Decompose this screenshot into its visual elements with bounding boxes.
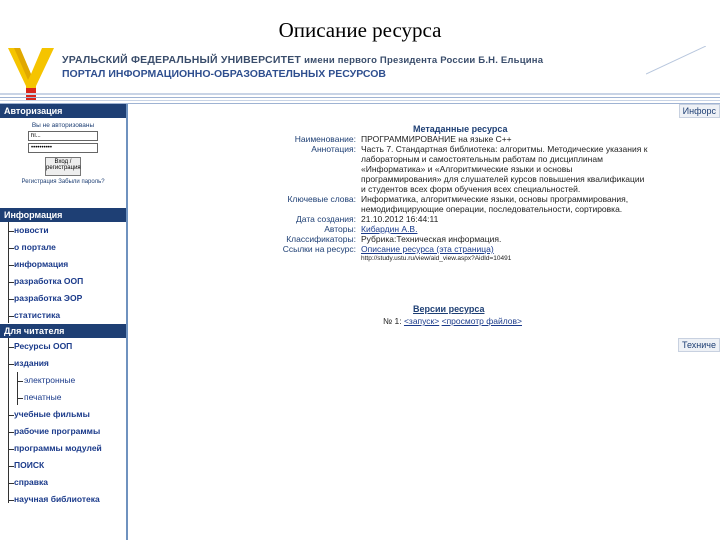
sidebar — [0, 104, 128, 540]
menu-item-films[interactable]: учебные фильмы — [0, 406, 126, 423]
version-entry: № 1: <запуск> <просмотр файлов> — [383, 316, 522, 326]
resource-description-link[interactable]: Описание ресурса (эта страница) — [361, 244, 494, 254]
info-menu — [0, 222, 126, 324]
menu-item-news[interactable]: новости — [0, 222, 126, 239]
password-input[interactable] — [28, 143, 98, 153]
meta-row-keywords: Ключевые слова: Информатика, алгоритмические языки, основы программирования, немодифицирующие операции, последовательности, сортировка. — [287, 194, 629, 214]
meta-row-authors: Авторы: Кибардин А.В. — [128, 224, 688, 234]
meta-row-classifiers: Классификаторы: Рубрика:Техническая информация. — [286, 234, 502, 244]
meta-row-annotation: Аннотация: Часть 7. Стандартная библиотека: алгоритмы. Методические указания к лабораторным и самостоятельным работам по дисциплинам «Информатика» и «Алгоритмические языки и основы программирования» для слушателей курсов повышения квалификации и студентов всех форм обучения всех специальностей. — [311, 144, 648, 194]
launch-link[interactable]: <запуск> — [403, 316, 440, 326]
menu-item-statistics[interactable]: статистика — [0, 307, 126, 324]
menu-item-library[interactable]: научная библиотека — [0, 491, 126, 508]
menu-item-oop-development[interactable]: разработка ООП — [0, 273, 126, 290]
menu-item-publications[interactable]: издания — [0, 355, 126, 372]
university-name: УРАЛЬСКИЙ ФЕДЕРАЛЬНЫЙ УНИВЕРСИТЕТ имени первого Президента России Б.Н. Ельцина — [62, 54, 544, 66]
versions-title: Версии ресурса — [413, 304, 485, 314]
login-input[interactable] — [28, 131, 98, 141]
auth-prompt: Вы не авторизованы — [31, 122, 95, 129]
menu-item-electronic[interactable]: электронные — [0, 372, 126, 389]
menu-item-oop-resources[interactable]: Ресурсы ООП — [0, 338, 126, 355]
auth-panel — [0, 118, 126, 208]
slide-title: Описание ресурса — [278, 18, 442, 42]
portal-name: ПОРТАЛ ИНФОРМАЦИОННО-ОБРАЗОВАТЕЛЬНЫХ РЕСУРСОВ — [62, 68, 387, 80]
menu-item-module-programs[interactable]: программы модулей — [0, 440, 126, 457]
login-button[interactable]: Вход / регистрация — [45, 157, 81, 176]
resource-url[interactable]: http://study.ustu.ru/view/aid_view.aspx?AidId=10491 — [361, 255, 512, 262]
main-content — [128, 104, 688, 540]
menu-item-work-programs[interactable]: рабочие программы — [0, 423, 126, 440]
right-panel-info[interactable]: Инфорс — [679, 104, 720, 118]
portal-header — [0, 46, 720, 104]
auth-header: Авторизация — [0, 104, 126, 118]
header-decoration — [646, 46, 706, 76]
view-files-link[interactable]: <просмотр файлов> — [441, 316, 522, 326]
meta-row-name: Наименование: ПРОГРАММИРОВАНИЕ на языке С++ — [294, 134, 512, 144]
metadata-table — [128, 134, 688, 264]
menu-item-help[interactable]: справка — [0, 474, 126, 491]
menu-item-information[interactable]: информация — [0, 256, 126, 273]
register-link[interactable]: Регистрация Забыли пароль? — [21, 179, 105, 185]
menu-item-search[interactable]: ПОИСК — [0, 457, 126, 474]
menu-item-about[interactable]: о портале — [0, 239, 126, 256]
meta-row-links: Ссылки на ресурс: Описание ресурса (эта страница) — [128, 244, 688, 254]
author-link[interactable]: Кибардин А.В. — [361, 224, 418, 234]
reader-menu — [0, 338, 126, 508]
right-panel-tech[interactable]: Техниче — [678, 338, 720, 352]
meta-row-date: Дата создания: 21.10.2012 16:44:11 — [296, 214, 439, 224]
metadata-title: Метаданные ресурса — [413, 124, 508, 134]
reader-header: Для читателя — [0, 324, 126, 338]
meta-row-url — [128, 254, 688, 264]
info-header: Информация — [0, 208, 126, 222]
menu-item-eor-development[interactable]: разработка ЭОР — [0, 290, 126, 307]
menu-item-printed[interactable]: печатные — [0, 389, 126, 406]
